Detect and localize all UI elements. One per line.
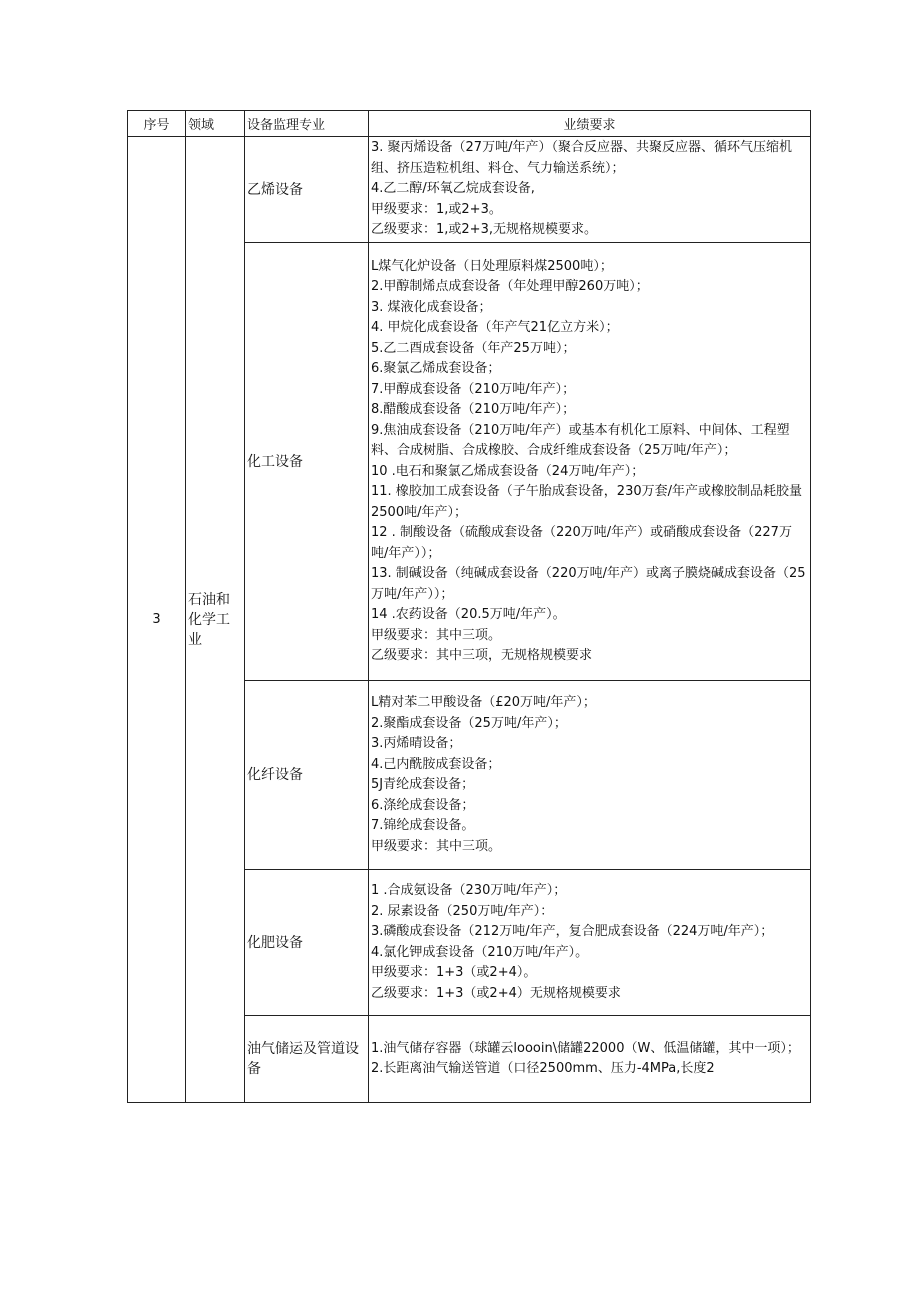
header-requirement: 业绩要求 xyxy=(369,111,811,137)
requirement-line: 3.磷酸成套设备（212万吨/年产，复合肥成套设备（224万吨/年产）； xyxy=(371,924,774,939)
requirement-line: 3. 聚丙烯设备（27万吨/年产）（聚合反应器、共聚反应器、循环气压缩机组、挤压造粒机组、料仓、气力输送系统）； xyxy=(371,140,792,176)
header-field: 领域 xyxy=(186,111,245,137)
specialty-name: 油气储运及管道设备 xyxy=(247,1041,359,1077)
header-specialty: 设备监理专业 xyxy=(245,111,369,137)
requirement-line: 6.聚氯乙烯成套设备； xyxy=(371,361,501,376)
requirement-line: 9.焦油成套设备（210万吨/年产）或基本有机化工原料、中间体、工程塑料、合成树脂、合成橡胶、合成纤维成套设备（25万吨/年产）； xyxy=(371,422,790,458)
requirement-line: 11. 橡胶加工成套设备（子午胎成套设备，230万套/年产或橡胶制品耗胶量2500吨/年产）； xyxy=(371,484,802,520)
requirement-line: 8.醋酸成套设备（210万吨/年产）； xyxy=(371,402,576,417)
requirement-line: 7.甲醇成套设备（210万吨/年产）； xyxy=(371,381,576,397)
requirement-line: 1.油气储存容器（球罐云looоin\储罐22000（W、低温储罐，其中一项）； xyxy=(371,1040,800,1056)
requirement-line: 乙级要求：其中三项，无规格规模要求 xyxy=(371,648,593,663)
specialty-name: 乙烯设备 xyxy=(247,181,303,198)
requirement-line: 2. 尿素设备（250万吨/年产）： xyxy=(371,903,554,919)
requirement-line: 2.长距离油气输送管道（口径2500mm、压力-4MPa,长度2 xyxy=(371,1061,715,1076)
requirement-line: 14 .农药设备（20.5万吨/年产）。 xyxy=(371,607,566,622)
requirement-line: 3. 煤液化成套设备； xyxy=(371,299,492,315)
table-row xyxy=(128,137,811,243)
row-field-cell xyxy=(186,137,245,1103)
requirement-cell xyxy=(369,137,811,243)
requirement-line: 乙级要求：1+3（或2+4）无规格规模要求 xyxy=(371,985,621,1001)
requirement-line: 6.涤纶成套设备； xyxy=(371,797,475,813)
requirement-line: 甲级要求：1+3（或2+4）。 xyxy=(371,965,537,980)
requirement-line: 13. 制碱设备（纯碱成套设备（220万吨/年产）或离子膜烧碱成套设备（25万吨/年产））； xyxy=(371,566,806,602)
specialty-cell xyxy=(245,870,369,1016)
requirement-line: 2.聚酯成套设备（25万吨/年产）； xyxy=(371,715,567,731)
requirement-line: 甲级要求：1,或2+3。 xyxy=(371,201,502,217)
requirement-line: 1 .合成氨设备（230万吨/年产）； xyxy=(371,883,567,898)
requirement-line: 2.甲醇制烯点成套设备（年处理甲醇260万吨）； xyxy=(371,279,649,294)
requirement-line: 5.乙二酉成套设备（年产25万吨）； xyxy=(371,340,576,356)
requirement-line: 4. 甲烷化成套设备（年产气21亿立方米）； xyxy=(371,320,619,335)
requirements-table xyxy=(127,110,811,1103)
requirement-cell xyxy=(369,243,811,681)
requirement-line: 甲级要求：其中三项。 xyxy=(371,838,502,854)
specialty-cell xyxy=(245,243,369,681)
requirement-line: L精对苯二甲酸设备（£20万吨/年产）； xyxy=(371,695,596,710)
requirement-cell xyxy=(369,681,811,870)
requirement-line: 10 .电石和聚氯乙烯成套设备（24万吨/年产）； xyxy=(371,463,645,479)
requirement-line: 7.锦纶成套设备。 xyxy=(371,818,475,833)
requirement-line: 5J青纶成套设备； xyxy=(371,777,475,792)
specialty-cell xyxy=(245,137,369,243)
requirement-line: 甲级要求：其中三项。 xyxy=(371,627,502,643)
requirement-line: 12 . 制酸设备（硫酸成套设备（220万吨/年产）或硝酸成套设备（227万吨/年产））； xyxy=(371,525,792,561)
requirement-line: L煤气化炉设备（日处理原料煤2500吨）； xyxy=(371,258,613,274)
table-header-row xyxy=(128,111,811,137)
requirement-lines xyxy=(369,1039,810,1080)
requirement-line: 3.丙烯晴设备； xyxy=(371,736,462,751)
specialty-name: 化纤设备 xyxy=(247,767,303,783)
requirement-lines xyxy=(369,693,810,857)
requirement-line: 乙级要求：1,或2+3,无规格规模要求。 xyxy=(371,222,597,238)
requirement-cell xyxy=(369,870,811,1016)
specialty-name: 化肥设备 xyxy=(247,934,303,951)
requirement-line: 4.乙二醇/环氧乙烷成套设备, xyxy=(371,181,535,197)
requirement-lines xyxy=(369,881,810,1004)
requirement-line: 4.氯化钾成套设备（210万吨/年产）。 xyxy=(371,944,589,960)
requirement-cell xyxy=(369,1016,811,1103)
specialty-name: 化工设备 xyxy=(247,453,303,470)
header-seq: 序号 xyxy=(128,111,186,137)
specialty-cell xyxy=(245,1016,369,1103)
requirement-lines xyxy=(369,138,810,241)
specialty-cell xyxy=(245,681,369,870)
row-seq: 3 xyxy=(128,137,186,1103)
requirement-lines xyxy=(369,257,810,667)
requirement-line: 4.己内酰胺成套设备； xyxy=(371,756,501,772)
row-field: 石油和化学工业 xyxy=(188,591,230,648)
